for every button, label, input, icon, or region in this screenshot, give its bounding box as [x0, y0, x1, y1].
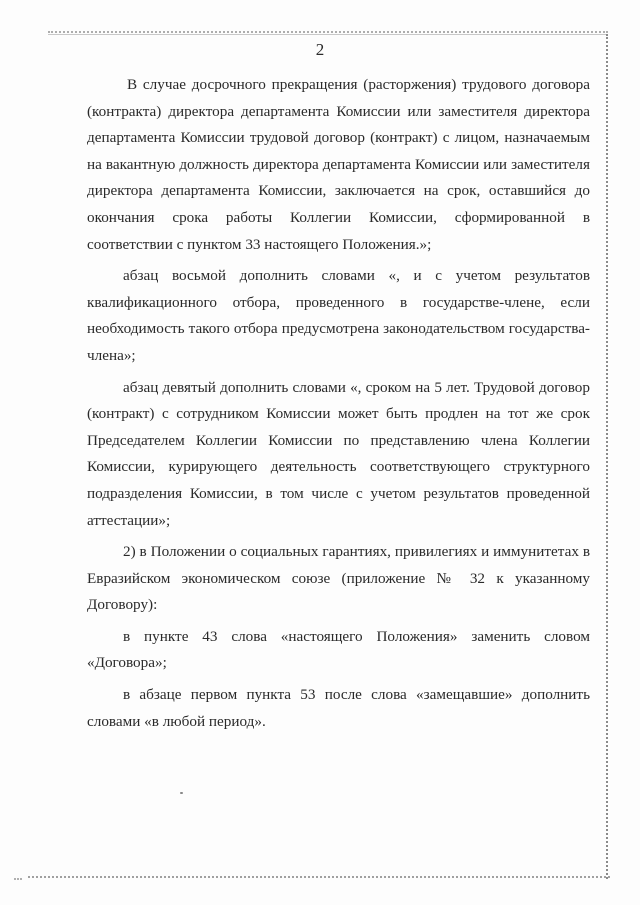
paragraph-abzac-devyatyi: абзац девятый дополнить словами «, сроком на 5 лет. Трудовой договор (контракт) с сотрудником Комиссии может быть продлен на тот же срок Председателем Коллегии Комиссии по представлению члена Коллегии Комиссии, курирующего деятельность соответствующего структурного подразделения Комиссии, в том числе с учетом результатов проведенной аттестации»; [87, 378, 590, 529]
paragraph-early-termination: В случае досрочного прекращения (расторжения) трудового договора (контракта) директора департамента Комиссии или заместителя директора департамента Комиссии трудовой договор (контракт) с лицом, назначаемым на вакантную должность директора департамента Комиссии или заместителя директора департамента Комиссии, заключается на срок, оставшийся до окончания срока работы Коллегии Комиссии, сформированной в соответствии с пунктом 33 настоящего Положения.»; [87, 76, 590, 253]
paragraph-punkt-53: в абзаце первом пункта 53 после слова «замещавшие» дополнить словами «в любой период». [87, 686, 590, 730]
scan-edge-right [606, 34, 608, 879]
paragraph-abzac-vosmoi: абзац восьмой дополнить словами «, и с учетом результатов квалификационного отбора, проведенного в государстве-члене, если необходимость такого отбора предусмотрена законодательством государства-члена»; [87, 267, 590, 364]
paragraph-punkt-43: в пункте 43 слова «настоящего Положения» заменить словом «Договора»; [87, 627, 590, 672]
paragraph-item-2-social-guarantees: 2) в Положении о социальных гарантиях, привилегиях и иммунитетах в Евразийском экономическом союзе (приложение № 32 к указанному Договору): [87, 543, 590, 614]
scan-speck [180, 792, 183, 794]
document-body [87, 72, 590, 735]
scan-edge-top [48, 31, 608, 33]
scan-edge-bottom [28, 876, 610, 878]
scan-edge-bottom-left [14, 878, 22, 880]
scan-edge-top-line [48, 34, 608, 35]
page-number: 2 [315, 40, 325, 59]
